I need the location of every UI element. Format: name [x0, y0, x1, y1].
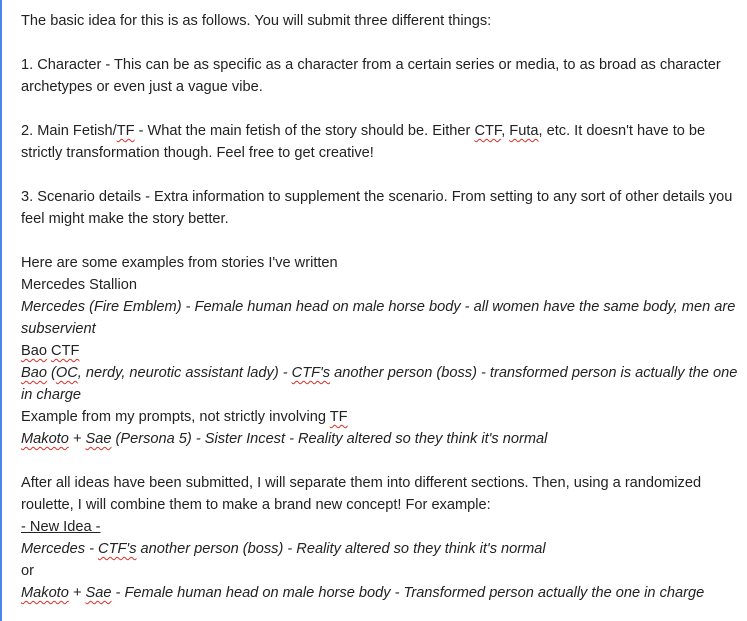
new-idea-heading: - New Idea -	[21, 519, 101, 535]
spellcheck-word: Futa	[509, 123, 539, 139]
example-3-title: Example from my prompts, not strictly involving TF	[21, 409, 348, 425]
example-1-title: Mercedes Stallion	[21, 277, 137, 293]
item-character: 1. Character - This can be as specific as a character from a certain series or media, to as broad as character archetypes or even just a vague vibe.	[21, 57, 721, 95]
combo-2: Makoto + Sae - Female human head on male horse body - Transformed person actually the one in charge	[21, 585, 705, 601]
spellcheck-word: TF	[116, 123, 135, 139]
or-separator: or	[21, 563, 34, 579]
intro-paragraph: The basic idea for this is as follows. You will submit three different things:	[21, 13, 492, 29]
examples-heading: Here are some examples from stories I've written	[21, 255, 338, 271]
example-2-detail: Bao (OC, nerdy, neurotic assistant lady) - CTF's another person (boss) - transformed person is actually the one in charge	[21, 365, 738, 403]
outro-paragraph: After all ideas have been submitted, I will separate them into different sections. Then, using a randomized roulette, I will combine them to make a brand new concept! For example:	[21, 475, 702, 513]
example-1-detail: Mercedes (Fire Emblem) - Female human head on male horse body - all women have the same body, men are subservient	[21, 299, 736, 337]
item-main-fetish: 2. Main Fetish/TF - What the main fetish of the story should be. Either CTF, Futa, etc. It doesn't have to be strictly transformation though. Feel free to get creative!	[21, 123, 706, 161]
spellcheck-word: CTF	[474, 123, 502, 139]
example-3-detail: Makoto + Sae (Persona 5) - Sister Incest - Reality altered so they think it's normal	[21, 431, 548, 447]
combo-1: Mercedes - CTF's another person (boss) - Reality altered so they think it's normal	[21, 541, 546, 557]
item-scenario-details: 3. Scenario details - Extra information to supplement the scenario. From setting to any sort of other details you feel might make the story better.	[21, 189, 733, 227]
example-2-title: Bao CTF	[21, 343, 80, 359]
